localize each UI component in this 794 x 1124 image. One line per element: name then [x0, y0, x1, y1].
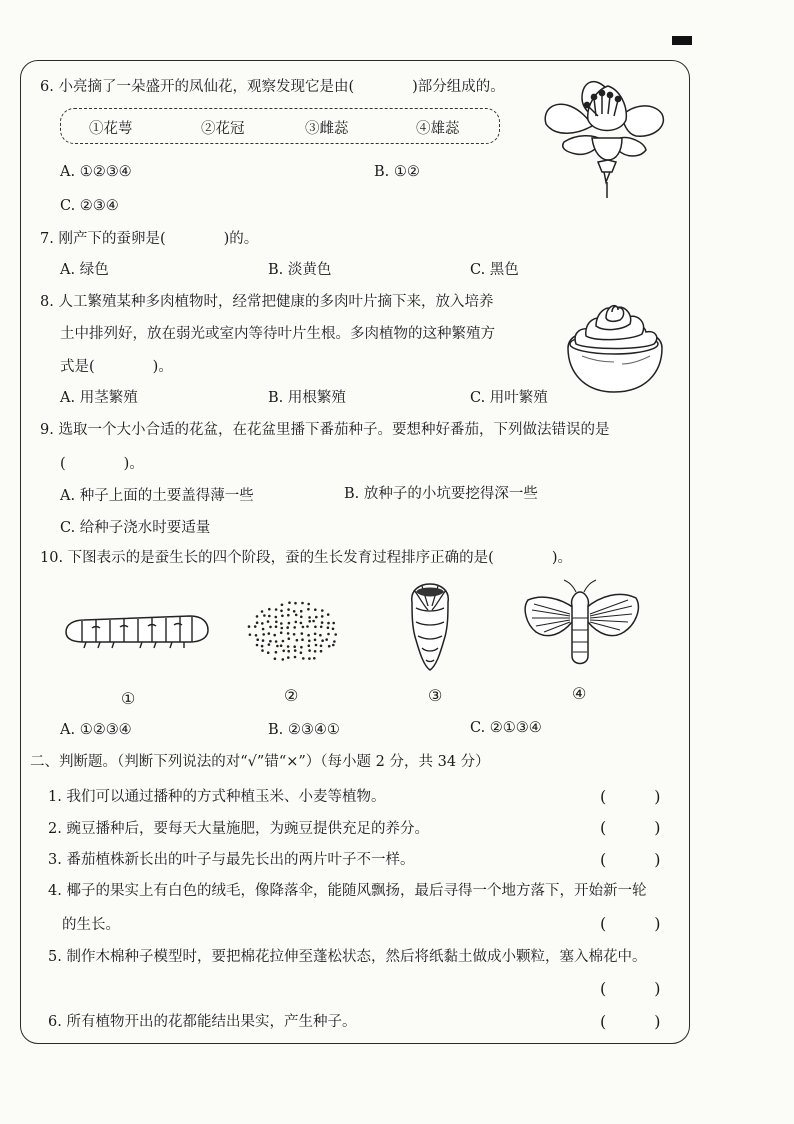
q6-option-c: C. ②③④	[60, 198, 119, 214]
q8-option-b: B. 用根繁殖	[268, 390, 346, 406]
section2-title: 二、判断题。（判断下列说法的对“√”错“×”）（每小题 2 分，共 34 分）	[30, 754, 490, 770]
q7-option-b: B. 淡黄色	[268, 262, 332, 278]
silkworm-larva-illustration	[62, 608, 210, 652]
answer-paren-5[interactable]: ( )	[600, 979, 661, 998]
q9-option-b: B. 放种子的小坑要挖得深一些	[344, 486, 538, 502]
answer-paren-3[interactable]: ( )	[600, 850, 661, 869]
q10-option-a: A. ①②③④	[60, 722, 132, 738]
q6-option-b: B. ①②	[374, 164, 420, 180]
q8-option-a: A. 用茎繁殖	[60, 390, 138, 406]
answer-paren-2[interactable]: ( )	[600, 818, 661, 837]
q8-option-c: C. 用叶繁殖	[470, 390, 548, 406]
judge-item-1: 1. 我们可以通过播种的方式种植玉米、小麦等植物。	[48, 789, 386, 805]
answer-paren-1[interactable]: ( )	[600, 787, 661, 806]
answer-paren-4[interactable]: ( )	[600, 914, 661, 933]
q8-line-1: 8. 人工繁殖某种多肉植物时，经常把健康的多肉叶片摘下来，放入培养	[40, 294, 494, 310]
judge-item-6: 6. 所有植物开出的花都能结出果实，产生种子。	[48, 1014, 357, 1030]
silkworm-pupa-illustration	[404, 582, 456, 672]
judge-item-3: 3. 番茄植株新长出的叶子与最先长出的两片叶子不一样。	[48, 852, 415, 868]
q10-label-1: ①	[121, 689, 136, 708]
q6-option-a: A. ①②③④	[60, 164, 132, 180]
q10-option-c: C. ②①③④	[470, 720, 542, 736]
q7-option-c: C. 黑色	[470, 262, 519, 278]
q8-line-2: 土中排列好，放在弱光或室内等待叶片生根。多肉植物的这种繁殖方	[60, 326, 495, 342]
succulent-pot-illustration	[562, 292, 666, 394]
q7-option-a: A. 绿色	[60, 262, 109, 278]
silkworm-eggs-illustration	[246, 598, 342, 664]
q6-part-2: ②花冠	[201, 121, 245, 137]
judge-item-5: 5. 制作木棉种子模型时，要把棉花拉伸至蓬松状态，然后将纸黏土做成小颗粒，塞入棉花中。	[48, 949, 647, 965]
q6-stem: 6. 小亮摘了一朵盛开的凤仙花，观察发现它是由( )部分组成的。	[40, 79, 505, 95]
judge-item-2: 2. 豌豆播种后，要每天大量施肥，为豌豆提供充足的养分。	[48, 821, 429, 837]
q10-option-b: B. ②③④①	[268, 722, 340, 738]
silkworm-moth-illustration	[520, 578, 644, 674]
impatiens-flower-illustration	[536, 76, 670, 200]
q9-line-1: 9. 选取一个大小合适的花盆，在花盆里播下番茄种子。要想种好番茄，下列做法错误的是	[40, 422, 610, 438]
q6-part-1: ①花萼	[89, 121, 133, 137]
q10-label-2: ②	[284, 686, 299, 705]
q6-part-4: ④雄蕊	[416, 121, 460, 137]
judge-item-4-continued: 的生长。	[62, 917, 120, 933]
q8-line-3: 式是( )。	[60, 359, 173, 375]
q6-part-3: ③雌蕊	[305, 121, 349, 137]
q9-line-2: ( )。	[60, 456, 144, 472]
q7-stem: 7. 刚产下的蚕卵是( )的。	[40, 231, 259, 247]
q10-stem: 10. 下图表示的是蚕生长的四个阶段，蚕的生长发育过程排序正确的是( )。	[40, 550, 572, 566]
q6-parts-box	[60, 108, 500, 144]
answer-paren-6[interactable]: ( )	[600, 1012, 661, 1031]
corner-mark	[672, 36, 692, 45]
judge-item-4: 4. 椰子的果实上有白色的绒毛，像降落伞，能随风飘扬，最后寻得一个地方落下，开始新一轮	[48, 883, 647, 899]
q10-label-3: ③	[428, 686, 443, 705]
q10-label-4: ④	[572, 684, 587, 703]
q9-option-a: A. 种子上面的土要盖得薄一些	[60, 488, 254, 504]
q9-option-c: C. 给种子浇水时要适量	[60, 520, 211, 536]
